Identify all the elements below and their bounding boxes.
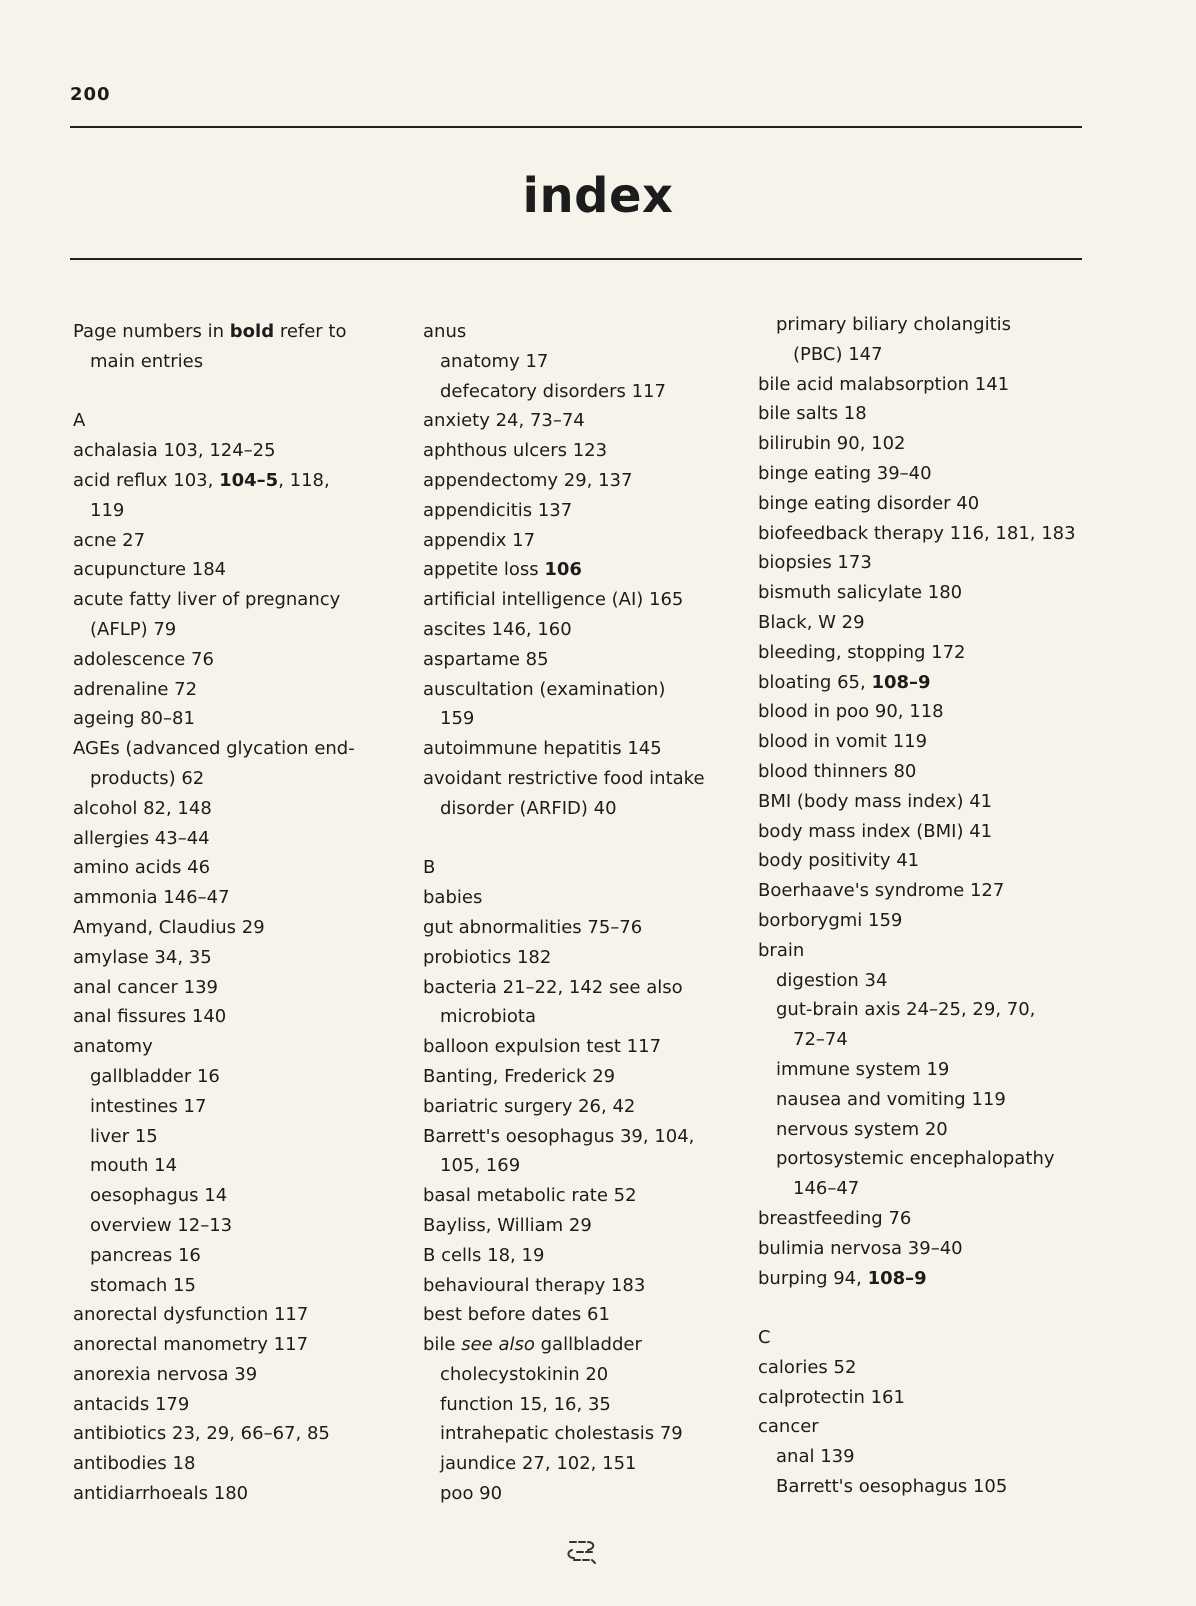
index-entry bbox=[423, 883, 743, 913]
index-subentry bbox=[73, 1092, 373, 1122]
index-entry bbox=[758, 906, 1106, 936]
entry-text: defecatory disorders 117 bbox=[440, 380, 666, 402]
index-entry bbox=[73, 1479, 373, 1509]
entry-text: Bayliss, William 29 bbox=[423, 1214, 592, 1236]
index-entry bbox=[758, 668, 1106, 698]
entry-text: digestion 34 bbox=[776, 969, 888, 991]
bold-page-ref: 108–9 bbox=[871, 671, 931, 693]
section-letter bbox=[758, 1323, 1106, 1353]
index-entry bbox=[73, 466, 373, 496]
index-subentry bbox=[423, 1002, 743, 1032]
entry-text: (AFLP) 79 bbox=[90, 618, 177, 640]
entry-text: anal fissures 140 bbox=[73, 1006, 227, 1028]
bold-page-ref: 104–5 bbox=[219, 469, 279, 491]
index-entry bbox=[758, 757, 1106, 787]
index-subentry bbox=[423, 1390, 743, 1420]
index-subentry bbox=[776, 1025, 1106, 1055]
index-entry bbox=[73, 585, 373, 615]
entry-text: nausea and vomiting 119 bbox=[776, 1088, 1006, 1110]
entry-text: antibiotics 23, 29, 66–67, 85 bbox=[73, 1423, 330, 1445]
entry-text: 72–74 bbox=[793, 1029, 848, 1051]
index-subentry bbox=[423, 347, 743, 377]
index-entry bbox=[423, 555, 743, 585]
entry-text: achalasia 103, 124–25 bbox=[73, 440, 276, 462]
entry-text: blood in poo 90, 118 bbox=[758, 701, 944, 723]
entry-text: portosystemic encephalopathy bbox=[776, 1148, 1055, 1170]
index-entry bbox=[73, 704, 373, 734]
index-entry bbox=[758, 876, 1106, 906]
index-subentry bbox=[423, 1419, 743, 1449]
entry-text: blood thinners 80 bbox=[758, 760, 917, 782]
index-entry bbox=[776, 1115, 1106, 1145]
entry-text: appetite loss bbox=[423, 559, 545, 581]
entry-text: intestines 17 bbox=[90, 1095, 207, 1117]
index-column-3 bbox=[758, 310, 1106, 1502]
entry-text: calories 52 bbox=[758, 1356, 857, 1378]
index-subentry bbox=[73, 1181, 373, 1211]
index-entry bbox=[758, 429, 1106, 459]
entry-text: nervous system 20 bbox=[776, 1118, 948, 1140]
entry-text: anorectal manometry 117 bbox=[73, 1334, 309, 1356]
entry-text: best before dates 61 bbox=[423, 1304, 610, 1326]
index-entry bbox=[423, 1241, 743, 1271]
entry-text: Barrett's oesophagus 105 bbox=[776, 1476, 1008, 1498]
entry-text: breastfeeding 76 bbox=[758, 1207, 912, 1229]
index-entry bbox=[758, 1383, 1106, 1413]
index-entry bbox=[423, 1062, 743, 1092]
bold-page-ref: bold bbox=[229, 321, 275, 342]
entry-text: disorder (ARFID) 40 bbox=[440, 797, 617, 819]
entry-text-after: gallbladder bbox=[534, 1334, 642, 1356]
entry-text: BMI (body mass index) 41 bbox=[758, 790, 993, 812]
entry-text: 119 bbox=[90, 499, 125, 521]
index-subentry bbox=[776, 1174, 1106, 1204]
entry-text: anorectal dysfunction 117 bbox=[73, 1304, 309, 1326]
entry-text: acne 27 bbox=[73, 529, 146, 551]
entry-text: bilirubin 90, 102 bbox=[758, 433, 906, 455]
index-entry bbox=[758, 519, 1106, 549]
page-title: index bbox=[522, 168, 674, 224]
entry-text: C bbox=[758, 1327, 771, 1349]
index-entry bbox=[776, 1085, 1106, 1115]
index-entry bbox=[73, 913, 373, 943]
entry-text: anus bbox=[423, 321, 467, 342]
section-gap bbox=[73, 377, 373, 407]
entry-text: A bbox=[73, 410, 86, 432]
entry-text: Page numbers in bbox=[73, 321, 230, 342]
entry-text: autoimmune hepatitis 145 bbox=[423, 738, 662, 760]
bold-page-ref: 106 bbox=[544, 559, 582, 581]
index-entry bbox=[73, 853, 373, 883]
entry-text: overview 12–13 bbox=[90, 1214, 233, 1236]
entry-text: bariatric surgery 26, 42 bbox=[423, 1095, 636, 1117]
index-entry bbox=[423, 1300, 743, 1330]
index-entry bbox=[423, 1032, 743, 1062]
section-gap bbox=[776, 1293, 1106, 1323]
index-entry bbox=[423, 317, 743, 347]
entry-text: jaundice 27, 102, 151 bbox=[440, 1453, 637, 1475]
entry-text: stomach 15 bbox=[90, 1274, 196, 1296]
cross-reference: see also bbox=[461, 1334, 535, 1356]
entry-text: poo 90 bbox=[440, 1483, 503, 1505]
index-entry bbox=[758, 846, 1106, 876]
entry-text: Banting, Frederick 29 bbox=[423, 1065, 616, 1087]
entry-text: binge eating 39–40 bbox=[758, 462, 932, 484]
index-entry bbox=[73, 526, 373, 556]
entry-text: biopsies 173 bbox=[758, 552, 872, 574]
index-entry bbox=[73, 317, 373, 347]
index-subentry bbox=[423, 377, 743, 407]
entry-text: binge eating disorder 40 bbox=[758, 492, 980, 514]
entry-text: bacteria 21–22, 142 see also bbox=[423, 976, 683, 998]
bold-page-ref: 108–9 bbox=[867, 1267, 927, 1289]
entry-text: microbiota bbox=[440, 1006, 536, 1028]
entry-text: antidiarrhoeals 180 bbox=[73, 1483, 249, 1505]
entry-text: anatomy 17 bbox=[440, 350, 549, 372]
entry-text: allergies 43–44 bbox=[73, 827, 210, 849]
entry-text: oesophagus 14 bbox=[90, 1185, 228, 1207]
index-subentry bbox=[73, 1211, 373, 1241]
index-entry bbox=[423, 1211, 743, 1241]
index-entry bbox=[423, 526, 743, 556]
index-subentry bbox=[73, 1241, 373, 1271]
index-entry bbox=[758, 1353, 1106, 1383]
entry-text: appendix 17 bbox=[423, 529, 536, 551]
index-entry bbox=[758, 1412, 1106, 1442]
index-entry bbox=[73, 1449, 373, 1479]
index-entry bbox=[73, 645, 373, 675]
index-entry bbox=[73, 824, 373, 854]
entry-text: behavioural therapy 183 bbox=[423, 1274, 646, 1296]
index-entry bbox=[758, 578, 1106, 608]
index-entry bbox=[758, 608, 1106, 638]
entry-text-after: , 118, bbox=[278, 469, 330, 491]
entry-text: gut-brain axis 24–25, 29, 70, bbox=[776, 999, 1036, 1021]
index-entry bbox=[423, 615, 743, 645]
index-entry bbox=[423, 1092, 743, 1122]
entry-text: antacids 179 bbox=[73, 1393, 190, 1415]
entry-text: 159 bbox=[440, 708, 475, 730]
index-entry bbox=[758, 936, 1106, 966]
entry-text: intrahepatic cholestasis 79 bbox=[440, 1423, 683, 1445]
entry-text: Boerhaave's syndrome 127 bbox=[758, 880, 1005, 902]
entry-text: anal 139 bbox=[776, 1446, 855, 1468]
entry-text: ascites 146, 160 bbox=[423, 618, 572, 640]
entry-text: anal cancer 139 bbox=[73, 976, 218, 998]
index-subentry bbox=[73, 347, 373, 377]
index-entry bbox=[73, 1300, 373, 1330]
entry-text: Barrett's oesophagus 39, 104, bbox=[423, 1125, 695, 1147]
index-entry bbox=[423, 734, 743, 764]
index-entry bbox=[776, 1472, 1106, 1502]
entry-text: anatomy bbox=[73, 1036, 153, 1058]
publisher-logo-icon bbox=[566, 1536, 602, 1566]
index-entry bbox=[423, 1271, 743, 1301]
entry-text: cholecystokinin 20 bbox=[440, 1363, 609, 1385]
entry-text: gut abnormalities 75–76 bbox=[423, 916, 643, 938]
index-entry bbox=[758, 459, 1106, 489]
index-entry bbox=[423, 973, 743, 1003]
index-subentry bbox=[73, 496, 373, 526]
entry-text: bulimia nervosa 39–40 bbox=[758, 1237, 963, 1259]
index-entry bbox=[758, 1264, 1106, 1294]
index-entry bbox=[73, 1330, 373, 1360]
entry-text: biofeedback therapy 116, 181, 183 bbox=[758, 522, 1076, 544]
index-entry bbox=[758, 1234, 1106, 1264]
entry-text-after: refer to bbox=[274, 321, 347, 342]
entry-text: bloating 65, bbox=[758, 671, 872, 693]
entry-text: auscultation (examination) bbox=[423, 678, 666, 700]
index-entry bbox=[73, 1002, 373, 1032]
index-subentry bbox=[73, 764, 373, 794]
entry-text: basal metabolic rate 52 bbox=[423, 1185, 637, 1207]
index-subentry bbox=[423, 794, 743, 824]
index-entry bbox=[758, 548, 1106, 578]
entry-text: mouth 14 bbox=[90, 1155, 178, 1177]
entry-text: adolescence 76 bbox=[73, 648, 214, 670]
index-entry bbox=[73, 794, 373, 824]
entry-text: anorexia nervosa 39 bbox=[73, 1363, 258, 1385]
index-column-2 bbox=[423, 317, 743, 1509]
entry-text: B cells 18, 19 bbox=[423, 1244, 545, 1266]
index-entry bbox=[758, 370, 1106, 400]
index-entry bbox=[73, 1419, 373, 1449]
index-entry bbox=[758, 399, 1106, 429]
entry-text: babies bbox=[423, 887, 483, 909]
index-subentry bbox=[73, 1271, 373, 1301]
index-entry bbox=[73, 1032, 373, 1062]
entry-text: body positivity 41 bbox=[758, 850, 920, 872]
entry-text: primary biliary cholangitis bbox=[776, 314, 1012, 335]
index-entry bbox=[73, 1390, 373, 1420]
section-gap bbox=[423, 824, 743, 854]
entry-text: appendectomy 29, 137 bbox=[423, 469, 633, 491]
section-letter bbox=[423, 853, 743, 883]
index-entry bbox=[758, 817, 1106, 847]
index-subentry bbox=[423, 1360, 743, 1390]
entry-text: anxiety 24, 73–74 bbox=[423, 410, 585, 432]
index-subentry bbox=[73, 1151, 373, 1181]
index-entry bbox=[73, 943, 373, 973]
index-entry bbox=[423, 913, 743, 943]
index-entry bbox=[73, 1360, 373, 1390]
index-entry bbox=[423, 943, 743, 973]
entry-text: amino acids 46 bbox=[73, 857, 211, 879]
index-entry bbox=[423, 585, 743, 615]
entry-text: acupuncture 184 bbox=[73, 559, 227, 581]
entry-text: artificial intelligence (AI) 165 bbox=[423, 589, 684, 611]
entry-text: 105, 169 bbox=[440, 1155, 521, 1177]
entry-text: burping 94, bbox=[758, 1267, 868, 1289]
entry-text: ammonia 146–47 bbox=[73, 887, 230, 909]
entry-text: blood in vomit 119 bbox=[758, 731, 928, 753]
entry-text: appendicitis 137 bbox=[423, 499, 573, 521]
index-entry bbox=[73, 555, 373, 585]
entry-text: borborygmi 159 bbox=[758, 909, 903, 931]
entry-text: balloon expulsion test 117 bbox=[423, 1036, 662, 1058]
index-entry bbox=[423, 466, 743, 496]
bottom-rule bbox=[70, 258, 1082, 260]
index-entry bbox=[758, 697, 1106, 727]
index-entry bbox=[423, 1181, 743, 1211]
entry-text: bismuth salicylate 180 bbox=[758, 582, 963, 604]
entry-text: alcohol 82, 148 bbox=[73, 797, 212, 819]
top-rule bbox=[70, 126, 1082, 128]
page-number: 200 bbox=[70, 84, 111, 105]
entry-text: amylase 34, 35 bbox=[73, 946, 212, 968]
entry-text: bile acid malabsorption 141 bbox=[758, 373, 1010, 395]
entry-text: antibodies 18 bbox=[73, 1453, 196, 1475]
index-entry bbox=[776, 1055, 1106, 1085]
index-entry bbox=[776, 1442, 1106, 1472]
entry-text: brain bbox=[758, 939, 805, 961]
index-entry bbox=[423, 1330, 743, 1360]
index-entry bbox=[423, 675, 743, 705]
entry-text: products) 62 bbox=[90, 767, 205, 789]
entry-text: ageing 80–81 bbox=[73, 708, 195, 730]
index-entry bbox=[423, 436, 743, 466]
entry-text: calprotectin 161 bbox=[758, 1386, 905, 1408]
section-letter bbox=[73, 406, 373, 436]
entry-text: bile bbox=[423, 1334, 462, 1356]
entry-text: probiotics 182 bbox=[423, 946, 552, 968]
index-entry bbox=[776, 966, 1106, 996]
index-subentry bbox=[423, 704, 743, 734]
index-entry bbox=[73, 436, 373, 466]
index-entry bbox=[758, 787, 1106, 817]
index-entry bbox=[73, 734, 373, 764]
index-subentry bbox=[423, 1151, 743, 1181]
entry-text: immune system 19 bbox=[776, 1058, 950, 1080]
index-subentry bbox=[423, 1479, 743, 1509]
index-subentry bbox=[73, 1062, 373, 1092]
index-entry bbox=[73, 883, 373, 913]
entry-text: aphthous ulcers 123 bbox=[423, 440, 608, 462]
entry-text: body mass index (BMI) 41 bbox=[758, 820, 993, 842]
index-entry bbox=[423, 764, 743, 794]
entry-text: avoidant restrictive food intake bbox=[423, 767, 705, 789]
index-entry bbox=[776, 310, 1106, 340]
entry-text: Amyand, Claudius 29 bbox=[73, 916, 265, 938]
index-entry bbox=[73, 973, 373, 1003]
index-entry bbox=[423, 496, 743, 526]
index-entry bbox=[423, 645, 743, 675]
entry-text: Black, W 29 bbox=[758, 611, 865, 633]
index-subentry bbox=[423, 1449, 743, 1479]
entry-text: main entries bbox=[90, 350, 204, 372]
index-entry bbox=[758, 1204, 1106, 1234]
entry-text: aspartame 85 bbox=[423, 648, 549, 670]
index-entry bbox=[73, 675, 373, 705]
index-column-1 bbox=[73, 317, 373, 1509]
index-subentry bbox=[73, 1122, 373, 1152]
entry-text: 146–47 bbox=[793, 1178, 860, 1200]
entry-text: (PBC) 147 bbox=[793, 343, 883, 365]
index-subentry bbox=[73, 615, 373, 645]
entry-text: acid reflux 103, bbox=[73, 469, 220, 491]
index-entry bbox=[758, 489, 1106, 519]
index-subentry bbox=[776, 340, 1106, 370]
index-entry bbox=[423, 406, 743, 436]
index-entry bbox=[776, 1144, 1106, 1174]
index-entry bbox=[776, 995, 1106, 1025]
entry-text: cancer bbox=[758, 1416, 819, 1438]
entry-text: liver 15 bbox=[90, 1125, 158, 1147]
entry-text: gallbladder 16 bbox=[90, 1065, 220, 1087]
entry-text: bile salts 18 bbox=[758, 403, 867, 425]
entry-text: acute fatty liver of pregnancy bbox=[73, 589, 341, 611]
entry-text: pancreas 16 bbox=[90, 1244, 201, 1266]
index-entry bbox=[758, 727, 1106, 757]
entry-text: adrenaline 72 bbox=[73, 678, 198, 700]
entry-text: function 15, 16, 35 bbox=[440, 1393, 611, 1415]
entry-text: bleeding, stopping 172 bbox=[758, 641, 966, 663]
index-entry bbox=[758, 638, 1106, 668]
entry-text: B bbox=[423, 857, 436, 879]
entry-text: AGEs (advanced glycation end- bbox=[73, 738, 355, 760]
index-entry bbox=[423, 1122, 743, 1152]
